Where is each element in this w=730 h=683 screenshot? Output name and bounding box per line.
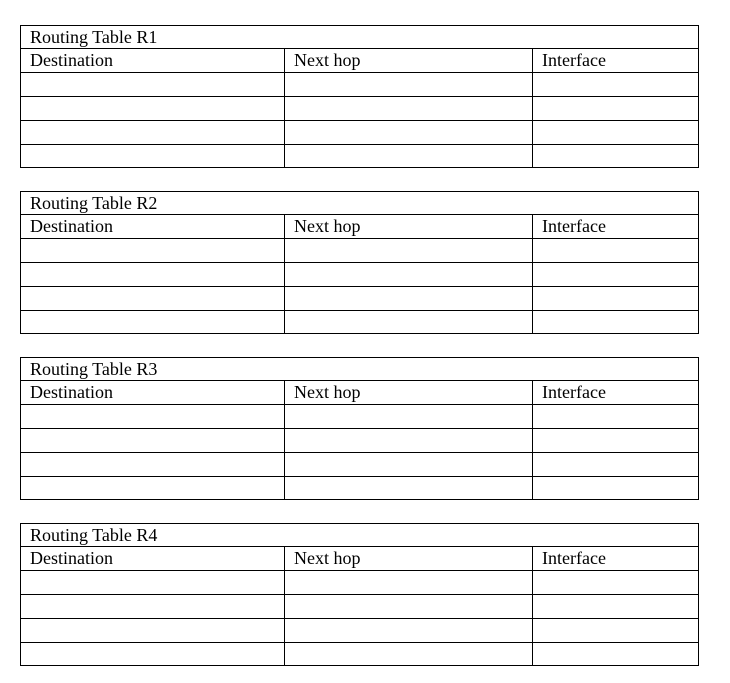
table-cell-destination — [21, 145, 284, 167]
table-cell-destination — [21, 405, 284, 429]
table-cell-next-hop — [284, 405, 532, 429]
table-cell-interface — [532, 145, 698, 167]
table-cell-destination — [21, 643, 284, 665]
table-cell-next-hop — [284, 97, 532, 121]
table-cell-next-hop — [284, 239, 532, 263]
routing-table-r4 — [20, 523, 699, 666]
table-cell-next-hop — [284, 287, 532, 311]
routing-table-title: Routing Table R1 — [21, 26, 698, 49]
table-cell-destination — [21, 477, 284, 499]
routing-table-title: Routing Table R4 — [21, 524, 698, 547]
column-header-destination: Destination — [21, 381, 284, 405]
table-cell-interface — [532, 453, 698, 477]
table-cell-interface — [532, 643, 698, 665]
table-cell-next-hop — [284, 429, 532, 453]
routing-table-r3 — [20, 357, 699, 500]
table-cell-next-hop — [284, 571, 532, 595]
table-cell-next-hop — [284, 145, 532, 167]
table-cell-interface — [532, 571, 698, 595]
routing-table-r2 — [20, 191, 699, 334]
table-cell-interface — [532, 97, 698, 121]
table-cell-destination — [21, 263, 284, 287]
table-cell-interface — [532, 287, 698, 311]
routing-table-r1 — [20, 25, 699, 168]
routing-table-grid — [21, 547, 698, 665]
table-cell-destination — [21, 287, 284, 311]
table-cell-next-hop — [284, 643, 532, 665]
table-cell-next-hop — [284, 311, 532, 333]
table-cell-destination — [21, 311, 284, 333]
column-header-next-hop: Next hop — [284, 381, 532, 405]
table-cell-destination — [21, 97, 284, 121]
column-header-interface: Interface — [532, 215, 698, 239]
table-cell-destination — [21, 121, 284, 145]
routing-table-title: Routing Table R2 — [21, 192, 698, 215]
column-header-interface: Interface — [532, 547, 698, 571]
table-cell-destination — [21, 453, 284, 477]
table-cell-destination — [21, 429, 284, 453]
column-header-interface: Interface — [532, 49, 698, 73]
column-header-destination: Destination — [21, 215, 284, 239]
table-cell-next-hop — [284, 619, 532, 643]
routing-table-grid — [21, 215, 698, 333]
column-header-next-hop: Next hop — [284, 547, 532, 571]
table-cell-destination — [21, 571, 284, 595]
table-cell-next-hop — [284, 477, 532, 499]
table-cell-interface — [532, 121, 698, 145]
table-cell-interface — [532, 239, 698, 263]
table-cell-next-hop — [284, 453, 532, 477]
routing-table-title: Routing Table R3 — [21, 358, 698, 381]
table-cell-interface — [532, 311, 698, 333]
column-header-next-hop: Next hop — [284, 215, 532, 239]
table-cell-destination — [21, 619, 284, 643]
column-header-destination: Destination — [21, 547, 284, 571]
table-cell-interface — [532, 429, 698, 453]
table-cell-next-hop — [284, 121, 532, 145]
column-header-next-hop: Next hop — [284, 49, 532, 73]
table-cell-destination — [21, 239, 284, 263]
column-header-destination: Destination — [21, 49, 284, 73]
column-header-interface: Interface — [532, 381, 698, 405]
routing-table-grid — [21, 49, 698, 167]
table-cell-destination — [21, 73, 284, 97]
routing-table-grid — [21, 381, 698, 499]
table-cell-interface — [532, 595, 698, 619]
table-cell-interface — [532, 405, 698, 429]
table-cell-next-hop — [284, 73, 532, 97]
table-cell-interface — [532, 477, 698, 499]
table-cell-interface — [532, 619, 698, 643]
table-cell-next-hop — [284, 595, 532, 619]
table-cell-interface — [532, 263, 698, 287]
table-cell-next-hop — [284, 263, 532, 287]
table-cell-interface — [532, 73, 698, 97]
table-cell-destination — [21, 595, 284, 619]
